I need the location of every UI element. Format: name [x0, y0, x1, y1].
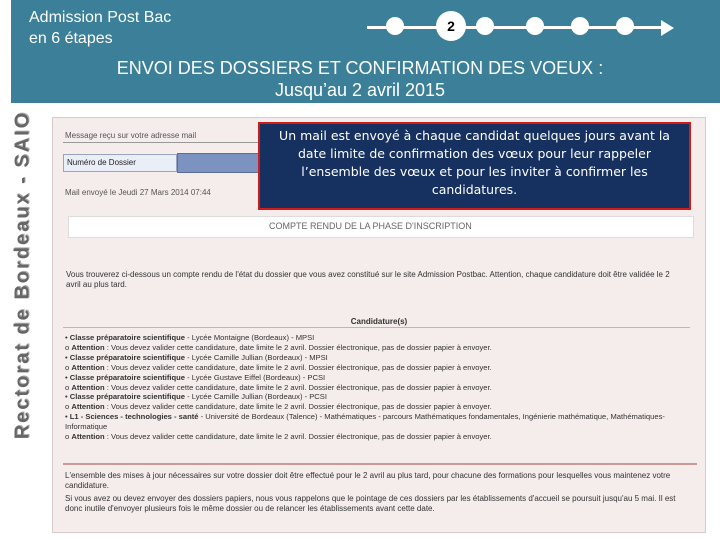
candidature-strong: Attention: [71, 432, 105, 442]
dossier-number-label: Numéro de Dossier: [63, 154, 177, 172]
report-title: COMPTE RENDU DE LA PHASE D'INSCRIPTION: [269, 221, 472, 231]
candidature-strong: Classe préparatoire scientifique: [69, 352, 185, 362]
step-current: 2: [436, 11, 466, 41]
step-dot: [476, 17, 494, 35]
divider: [63, 327, 690, 328]
candidature-item: [65, 392, 695, 402]
candidature-item: [65, 412, 695, 432]
rectorat-vertical-label: [6, 110, 40, 440]
candidature-strong: Classe préparatoire scientifique: [69, 372, 185, 382]
step-dot: [526, 17, 544, 35]
candidature-item: [65, 432, 695, 442]
divider: [63, 463, 697, 465]
candidature-detail: - Lycée Montaigne (Bordeaux) - MPSI: [185, 333, 315, 342]
bullet: •: [65, 412, 70, 422]
steps-arrow-icon: [661, 20, 674, 36]
candidature-detail: - Lycée Camille Jullian (Bordeaux) - MPSI: [185, 352, 328, 362]
candidature-strong: Classe préparatoire scientifique: [69, 333, 185, 342]
bullet: o: [65, 362, 72, 372]
report-footer: [65, 471, 695, 514]
candidature-item: [65, 363, 695, 373]
bullet: •: [65, 333, 70, 342]
report-intro: Vous trouverez ci-dessous un compte rendu de l'état du dossier que vous avez constitué sur le site Admission Postbac. Attention, chaque candidature doit être validée le 2 avril au plus tard.: [66, 270, 670, 289]
candidature-detail: - Lycée Gustave Eiffel (Bordeaux) - PCSI: [185, 372, 326, 382]
step-dot: [616, 17, 634, 35]
candidature-detail: : Vous devez valider cette candidature, date limite le 2 avril. Dossier électronique, pas de dossier papier à envoyer.: [104, 432, 492, 442]
candidature-item: [65, 373, 695, 383]
divider: [63, 142, 269, 143]
footer-paper-files: Si vous avez ou devez envoyer des dossiers papiers, nous vous rappelons que le pointage de ces dossiers par les établissements d'accueil se poursuit jusqu'au 5 mai. Il est donc inutile d'envoyer plusieurs fois le même dossier ou de relancer les établissements avant cette date.: [65, 493, 676, 513]
bullet: o: [65, 342, 72, 352]
bullet: o: [65, 382, 72, 392]
bullet: •: [65, 372, 70, 382]
dossier-number-redacted: [177, 153, 264, 173]
rectorat-text: Rectorat de Bordeaux - SAIO: [11, 110, 34, 440]
candidature-detail: : Vous devez valider cette candidature, date limite le 2 avril. Dossier électronique, pas de dossier papier à envoyer.: [104, 402, 492, 412]
candidatures-title: Candidature(s): [350, 317, 408, 326]
candidature-detail: : Vous devez valider cette candidature, date limite le 2 avril. Dossier électronique, pas de dossier papier à envoyer.: [104, 382, 492, 392]
bullet: •: [65, 352, 70, 362]
candidature-item: [65, 343, 695, 353]
step-dot: [571, 17, 589, 35]
deadline-subtitle: Jusqu’au 2 avril 2015: [274, 80, 446, 100]
bullet: o: [65, 402, 72, 412]
candidature-item: [65, 353, 695, 363]
candidature-item: [65, 402, 695, 412]
step-dot: [386, 17, 404, 35]
report-header-bar: [68, 216, 694, 238]
candidature-strong: Attention: [71, 342, 105, 352]
candidature-detail: : Vous devez valider cette candidature, date limite le 2 avril. Dossier électronique, pas de dossier papier à envoyer.: [104, 342, 492, 352]
candidature-detail: - Université de Bordeaux (Talence) - Mathématiques - parcours Mathématiques fondamentales, Ingénierie mathématique, Mathématiques-Informatique: [65, 412, 665, 432]
footer-update-deadline: L'ensemble des mises à jour nécessaires sur votre dossier doit être effectué pour le 2 avril au plus tard, pour chacune des formations pour lesquelles vous maintenez votre candidature.: [65, 471, 671, 491]
bullet: •: [65, 392, 70, 402]
candidatures-list: [65, 333, 695, 442]
section-heading: ENVOI DES DOSSIERS ET CONFIRMATION DES VOEUX :: [116, 58, 604, 78]
candidature-strong: Classe préparatoire scientifique: [69, 392, 185, 402]
bullet: o: [65, 432, 72, 442]
candidature-strong: L1 - Sciences - technologies - santé: [69, 412, 199, 422]
candidature-item: [65, 333, 695, 343]
slide-header: [11, 0, 720, 103]
candidature-strong: Attention: [71, 402, 105, 412]
candidature-strong: Attention: [71, 382, 105, 392]
candidature-item: [65, 383, 695, 393]
candidature-strong: Attention: [71, 362, 105, 372]
candidature-detail: - Lycée Camille Jullian (Bordeaux) - PCSI: [185, 392, 327, 402]
slide-title: Admission Post Bac en 6 étapes: [29, 9, 172, 47]
email-notice-title: Message reçu sur votre adresse mail: [65, 131, 197, 140]
email-date: Mail envoyé le Jeudi 27 Mars 2014 07:44: [65, 188, 211, 197]
candidature-detail: : Vous devez valider cette candidature, date limite le 2 avril. Dossier électronique, pas de dossier papier à envoyer.: [104, 362, 492, 372]
explanation-callout: Un mail est envoyé à chaque candidat quelques jours avant la date limite de confirmation des vœux pour leur rappeler l’ensemble des vœux et pour les inviter à confirmer les candidatures.: [258, 122, 691, 210]
